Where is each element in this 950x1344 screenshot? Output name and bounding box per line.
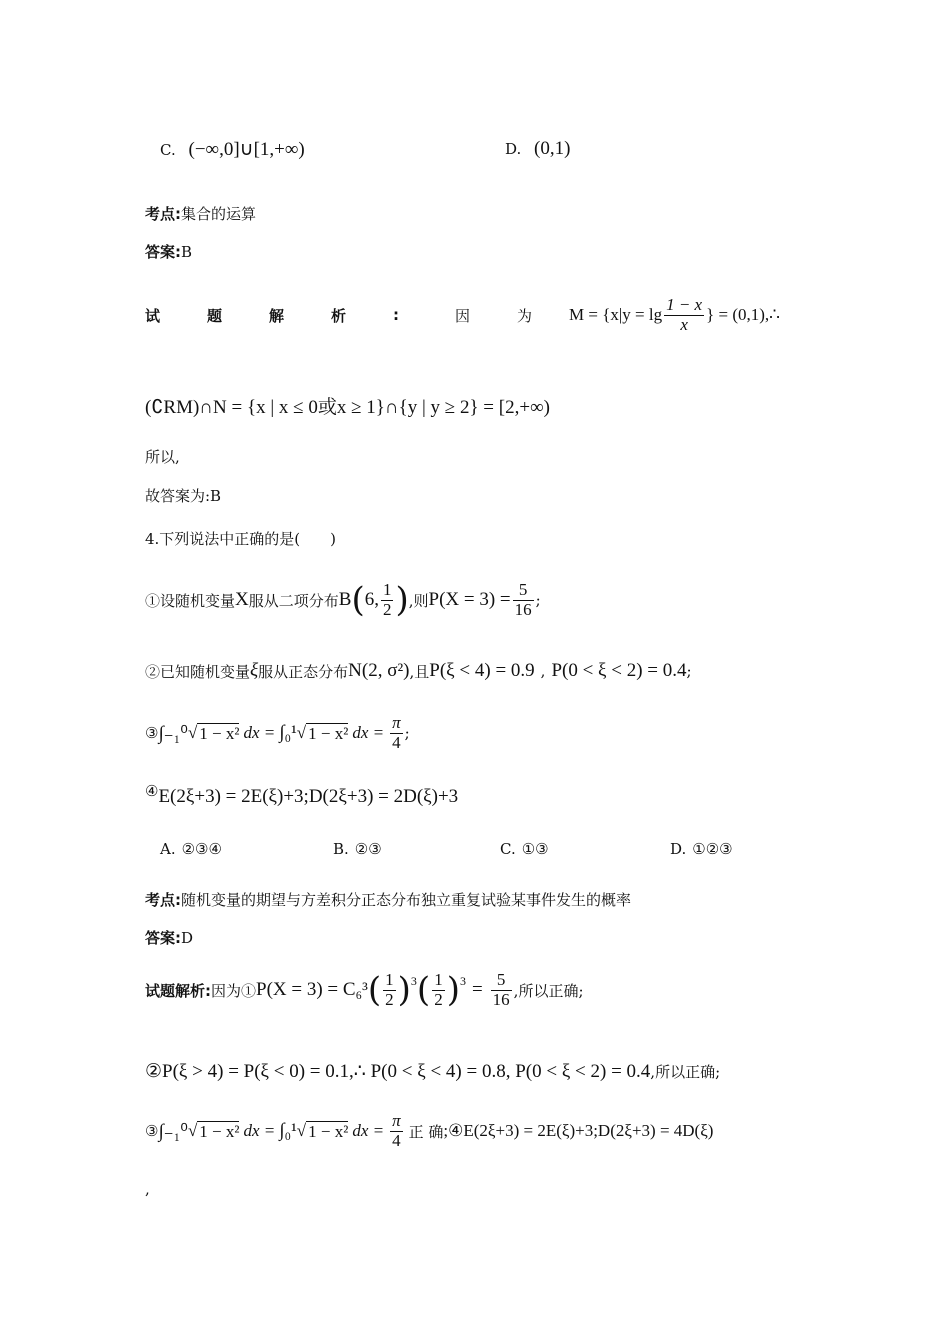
choice-a: [160, 840, 222, 858]
choice-text: ①②③: [692, 840, 733, 858]
a1-fraction-3: [491, 971, 512, 1009]
s1-prob: P(X = 3) =: [428, 589, 511, 610]
integral-1: ∫₋₁⁰: [158, 722, 188, 744]
q4-answer: [145, 927, 193, 948]
paren-close: ): [395, 580, 409, 620]
frac-den: 4: [392, 1130, 401, 1150]
a2-end: ,所以正确;: [650, 1063, 721, 1081]
integral-1: ∫₋₁⁰: [158, 1120, 188, 1142]
q3-analysis-row: [145, 296, 780, 334]
radicand-2: 1 − x²: [308, 723, 349, 743]
a1-fraction-1: [383, 971, 396, 1009]
s1-text: ①设随机变量: [145, 591, 236, 610]
because-char: 因: [455, 306, 471, 325]
option-d: [505, 138, 570, 160]
paren-close: ): [397, 970, 411, 1010]
integral-2: ∫₀¹: [279, 722, 297, 744]
s2-prob1: P(ξ < 4) = 0.9: [429, 660, 535, 681]
q4-statement-1: [145, 580, 541, 620]
radicand-1: 1 − x²: [199, 723, 240, 743]
s1-end: ;: [535, 591, 541, 609]
set-m-right: } = (0,1),∴: [706, 305, 780, 325]
kaodian-label: 考点:: [145, 205, 181, 223]
sqrt-sign: √: [187, 1121, 198, 1141]
a1-power-1: 3: [410, 974, 417, 988]
analysis-label: 试题解析:: [145, 981, 211, 1000]
s2-and: ,且: [409, 662, 430, 681]
radicand-2: 1 − x²: [308, 1121, 349, 1141]
frac-num: π: [392, 713, 401, 732]
because-char: 为: [517, 306, 533, 325]
radicand-1: 1 − x²: [199, 1121, 240, 1141]
frac-num: 5: [513, 581, 534, 601]
kaodian-text: 随机变量的期望与方差积分正态分布独立重复试验某事件发生的概率: [181, 891, 632, 909]
s2-text: ②已知随机变量: [145, 662, 251, 681]
frac-den: 2: [385, 989, 394, 1009]
q4-analysis-1: [145, 970, 584, 1010]
q4-analysis-3: [145, 1112, 713, 1150]
a2-expr: ②P(ξ > 4) = P(ξ < 0) = 0.1,∴ P(0 < ξ < 4) = 0.8, P(0 < ξ < 2) = 0.4: [145, 1061, 651, 1082]
s1-fraction: [513, 581, 534, 619]
set-m-expr: [569, 296, 780, 334]
s4-expr: E(2ξ+3) = 2E(ξ)+3;D(2ξ+3) = 2D(ξ)+3: [158, 786, 459, 807]
answer-text: B: [181, 243, 193, 261]
s2-sep: ,: [540, 662, 546, 680]
paren-open: (: [416, 970, 431, 1010]
choice-text: ②③④: [181, 840, 222, 858]
a1-power-2: 3: [459, 974, 466, 988]
frac-den: 2: [434, 989, 443, 1009]
frac-den: x: [680, 314, 688, 334]
paren-open: (: [367, 970, 382, 1010]
q4-kaodian: [145, 889, 631, 910]
choice-text: ①③: [521, 840, 549, 858]
frac-den: 16: [492, 989, 510, 1009]
q4-statement-4: [145, 782, 458, 808]
paren-close: ): [446, 970, 460, 1010]
frac-num: 1 − x: [666, 295, 703, 314]
integral-2: ∫₀¹: [279, 1120, 297, 1142]
choice-label: C.: [500, 840, 516, 858]
s2-normal: N(2, σ²): [348, 660, 410, 681]
frac-den: 2: [382, 599, 392, 619]
dx-2: dx =: [352, 1121, 385, 1141]
trailing-comma: ,: [145, 1180, 150, 1198]
dx-1: dx =: [243, 1121, 276, 1141]
s3-fraction: [390, 714, 403, 752]
answer-label: 答案:: [145, 243, 181, 261]
q3-intersection: (∁RM)∩N = {x | x ≤ 0或x ≥ 1}∩{y | y ≥ 2} = [2,+∞): [145, 397, 550, 418]
q4-analysis-2: [145, 1060, 720, 1083]
analysis-char: 析: [331, 306, 347, 325]
frac-den: 16: [514, 599, 532, 619]
dx-1: dx =: [243, 723, 276, 743]
kaodian-text: 集合的运算: [181, 205, 257, 223]
a3-mark: ③: [145, 1122, 159, 1141]
choice-label: D.: [670, 840, 687, 858]
frac-num: 1: [382, 579, 392, 599]
s2-end: ;: [686, 662, 692, 680]
paren-open: (: [351, 580, 365, 620]
q4-statement-3: [145, 714, 410, 752]
option-expr: (−∞,0]∪[1,+∞): [188, 139, 305, 160]
choice-label: B.: [333, 840, 349, 858]
sqrt-sign: √: [296, 723, 307, 743]
analysis-char: 试: [145, 306, 161, 325]
sqrt-sign: √: [296, 1121, 307, 1141]
a1-fraction-2: [432, 971, 445, 1009]
sqrt-sign: √: [187, 723, 198, 743]
q4-stem: 4.下列说法中正确的是( ): [145, 530, 337, 548]
analysis-char: :: [393, 306, 399, 325]
analysis-char: 题: [207, 306, 223, 325]
s1-b-arg: 6,: [364, 589, 379, 610]
a1-text: 因为①: [211, 981, 257, 1000]
choice-label: A.: [160, 840, 176, 858]
option-label: C.: [160, 141, 176, 159]
choice-d: [670, 840, 733, 858]
choice-c: [500, 840, 549, 858]
a3-rest: ;④E(2ξ+3) = 2E(ξ)+3;D(2ξ+3) = 4D(ξ): [443, 1121, 714, 1141]
choice-b: [333, 840, 382, 858]
set-m-left: M = {x|y = lg: [569, 305, 663, 325]
frac-num: 1: [385, 969, 394, 989]
frac-num: 5: [491, 971, 512, 991]
q3-therefore: 故答案为:B: [145, 487, 222, 505]
s1-b: B: [338, 589, 352, 610]
s2-var: ξ: [250, 660, 259, 681]
answer-label: 答案:: [145, 929, 181, 947]
q3-answer: [145, 241, 192, 262]
choice-text: ②③: [354, 840, 382, 858]
a1-prob: P(X = 3) = C₆³: [256, 979, 368, 1000]
s1-var: X: [235, 589, 249, 610]
analysis-char: 解: [269, 306, 285, 325]
s1-mid: 服从二项分布: [248, 591, 339, 610]
answer-text: D: [181, 929, 194, 947]
s1-b-fraction: [381, 581, 394, 619]
frac-den: 4: [392, 732, 401, 752]
set-m-fraction: [664, 296, 704, 334]
s2-mid: 服从正态分布: [258, 662, 349, 681]
q3-kaodian: [145, 203, 256, 224]
s4-mark: ④: [145, 782, 159, 800]
option-expr: (0,1): [534, 138, 571, 159]
a1-end: ,所以正确;: [513, 981, 584, 1000]
frac-num: 1: [434, 969, 443, 989]
option-label: D.: [505, 140, 522, 158]
s3-end: ;: [404, 724, 410, 743]
kaodian-label: 考点:: [145, 891, 181, 909]
q3-so: 所以,: [145, 448, 180, 466]
option-c: [160, 138, 305, 161]
frac-num: π: [392, 1111, 401, 1130]
q4-statement-2: [145, 660, 692, 682]
dx-2: dx =: [352, 723, 385, 743]
s3-mark: ③: [145, 724, 159, 743]
s1-then: ,则: [408, 591, 429, 610]
a3-fraction: [390, 1112, 403, 1150]
a3-correct: 正 确: [408, 1122, 444, 1141]
a1-equals: =: [471, 979, 483, 1000]
s2-prob2: P(0 < ξ < 2) = 0.4: [551, 660, 687, 681]
